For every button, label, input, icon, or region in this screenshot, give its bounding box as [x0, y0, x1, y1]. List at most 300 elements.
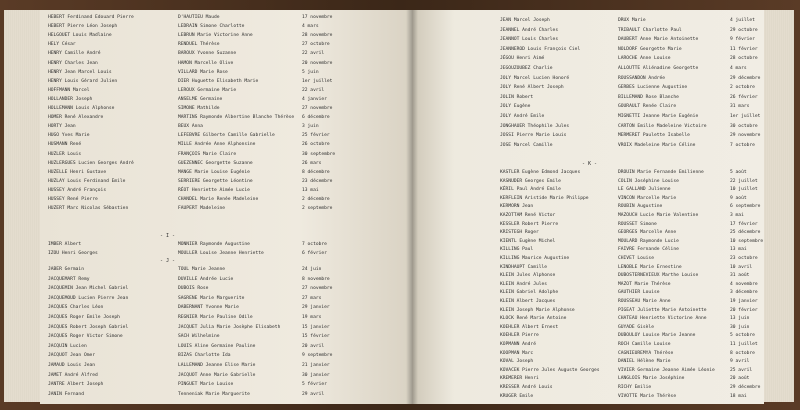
- register-entry: [40, 114, 412, 121]
- bride-name: TOUL Marie Jeanne: [178, 267, 226, 272]
- marriage-date: 20 février: [730, 307, 758, 313]
- marriage-date: 27 novembre: [302, 106, 333, 111]
- bride-name: LALLEMAND Jeanne Elise Marie: [178, 363, 256, 368]
- book-gutter: [406, 10, 418, 404]
- register-entry: [412, 17, 764, 24]
- register-entry: [40, 250, 412, 257]
- marriage-date: 28 novembre: [302, 33, 333, 39]
- register-entry: [40, 381, 412, 388]
- bride-name: CAGNIEUREMYA Thérèse: [618, 350, 674, 356]
- marriage-date: 11 février: [730, 46, 758, 52]
- register-entry: [412, 203, 764, 210]
- register-entry: [40, 266, 412, 273]
- marriage-date: 18 mai: [730, 393, 747, 399]
- register-entry: [40, 324, 412, 331]
- groom-name: JAMAUD Louis Jean: [48, 363, 96, 368]
- register-entry: [412, 178, 764, 185]
- register-entry: [412, 341, 764, 348]
- bride-name: ROUSSET Simone: [618, 221, 657, 227]
- groom-name: KRUGER Emile: [500, 393, 534, 399]
- marriage-date: 9 avril: [730, 359, 750, 365]
- bride-name: VILLARD Marie Rose: [178, 69, 228, 75]
- groom-name: JÉGOU Henri Aimé: [500, 56, 545, 62]
- groom-name: HUZELLE Henri Gustave: [48, 169, 107, 175]
- groom-name: KINDHAUPT Camille: [500, 264, 548, 270]
- register-entry: [40, 276, 412, 283]
- groom-name: JEANNEROD Louis François Ciel: [500, 46, 581, 52]
- marriage-date: 5 août: [730, 170, 747, 175]
- marriage-date: 29 janvier: [302, 305, 330, 311]
- groom-name: HOMER René Alexandre: [48, 115, 104, 121]
- bride-name: GERBES Lucienne Augustine: [618, 85, 688, 91]
- register-entry: [40, 295, 412, 302]
- bride-name: LEFEBVRE Gilberte Camille Gabrielle: [178, 133, 275, 139]
- marriage-date: 7 octobre: [730, 142, 755, 148]
- marriage-date: 29 avril: [302, 391, 325, 397]
- groom-name: JOLY André Emile: [500, 114, 545, 119]
- register-entry: [412, 195, 764, 202]
- register-entry: [40, 178, 412, 185]
- bride-name: JACQUET Julia Marie Josèphe Elisabeth: [178, 324, 281, 330]
- bride-name: ANSELME Germaine: [178, 96, 223, 102]
- groom-name: JACQUEMART Remy: [48, 276, 90, 282]
- bride-name: DIER Huguette Elisabeth Marie: [178, 78, 259, 84]
- marriage-date: 13 mai: [302, 187, 319, 193]
- bride-name: VROIX Madeleine Marie Céline: [618, 142, 696, 148]
- marriage-date: 30 septembre: [302, 151, 336, 157]
- groom-name: HOLLEMANN Louis Alphonse: [48, 106, 115, 111]
- groom-name: HELY César: [48, 42, 76, 48]
- bride-name: JACQUOT Anne Marie Gabrielle: [178, 372, 256, 378]
- marriage-date: 19 janvier: [730, 299, 758, 304]
- groom-name: KASTLER Eugène Edmond Jacques: [500, 170, 581, 175]
- groom-name: HENRY Jean Marcel Louis: [48, 69, 112, 75]
- register-entry: [412, 186, 764, 193]
- groom-name: KERMORN Jean: [500, 204, 534, 210]
- marriage-date: 5 octobre: [730, 333, 755, 339]
- bride-name: ROCH Camille Louise: [618, 342, 671, 347]
- register-entry: [412, 84, 764, 91]
- marriage-date: 25 décembre: [730, 230, 761, 236]
- marriage-date: 4 mars: [730, 66, 747, 71]
- marriage-date: 2 octobre: [730, 85, 755, 91]
- groom-name: HUZLER Louis: [48, 151, 82, 157]
- marriage-date: 1er juillet: [302, 78, 333, 84]
- groom-name: JACQUES Charles Léon: [48, 305, 104, 311]
- marriage-date: 4 novembre: [730, 281, 758, 287]
- groom-name: KLEIN Albert Jacques: [500, 299, 556, 304]
- bride-name: TRIBAULT Charlotte Paul: [618, 27, 682, 33]
- page-edges-right: [762, 10, 794, 402]
- marriage-date: 6 février: [302, 251, 327, 257]
- bride-name: LE GALLAND Julienne: [618, 187, 671, 193]
- marriage-date: 23 décembre: [302, 178, 333, 184]
- groom-name: KOVAL Joseph: [500, 359, 534, 365]
- bride-name: MAZOUCH Lucie Marie Valentine: [618, 213, 699, 218]
- register-entry: [40, 105, 412, 112]
- register-entry: [412, 94, 764, 101]
- register-entry: [412, 238, 764, 245]
- bride-name: LAROCHE Anne Louise: [618, 56, 671, 62]
- register-entry: [412, 307, 764, 314]
- register-entry: [40, 132, 412, 139]
- register-entry: [412, 281, 764, 288]
- marriage-date: 15 février: [302, 334, 330, 340]
- bride-name: LEDRAIN Simone Charlotte: [178, 24, 245, 30]
- marriage-date: 6 décembre: [302, 115, 330, 121]
- register-entry: [412, 332, 764, 339]
- marriage-date: 2 décembre: [302, 197, 330, 202]
- bride-name: RICHY Emilie: [618, 385, 652, 390]
- groom-name: HENRY Camille André: [48, 51, 101, 57]
- register-entry: [412, 46, 764, 53]
- bride-name: LANGLOIS Marie Joséphine: [618, 376, 685, 382]
- groom-name: JOSSI Pierre Marie Louis: [500, 133, 567, 139]
- marriage-date: 22 avril: [302, 51, 325, 57]
- page-edges-left: [4, 10, 42, 402]
- bride-name: Tenneniak Marie Marguerite: [178, 391, 250, 397]
- groom-name: JEAN Marcel Joseph: [500, 18, 550, 23]
- groom-name: KOOPMAN Marc: [500, 350, 534, 356]
- bride-name: VIVOTTE Marie Thérèse: [618, 393, 677, 399]
- marriage-date: 27 novembre: [302, 286, 333, 292]
- register-entry: [40, 241, 412, 248]
- bride-name: GOURAULT Renée Claire: [618, 104, 677, 110]
- groom-name: JANIN Fernand: [48, 391, 84, 397]
- bride-name: LEROUX Germaine Marie: [178, 87, 237, 93]
- register-entry: [412, 103, 764, 110]
- register-entry: [40, 391, 412, 398]
- bride-name: PINGUET Marie Louise: [178, 382, 234, 388]
- bride-name: GAUTHIER Louise: [618, 290, 660, 296]
- groom-name: KESSLER Robert Pierre: [500, 221, 559, 227]
- groom-name: KAZOTTAM René Victor: [500, 213, 556, 218]
- register-entry: [412, 375, 764, 382]
- groom-name: KÉRIL Paul André Emile: [500, 187, 561, 193]
- marriage-date: 31 août: [730, 273, 750, 279]
- bride-name: MOULLER Louise Jeanne Henriette: [178, 251, 264, 257]
- register-entry: [40, 96, 412, 103]
- register-entry: [40, 69, 412, 76]
- register-entry: [412, 393, 764, 400]
- register-entry: [40, 60, 412, 67]
- bride-name: DUVILLE Andrée Lucie: [178, 276, 234, 282]
- marriage-date: 10 juillet: [730, 187, 758, 193]
- marriage-date: 5 juin: [302, 69, 319, 75]
- bride-name: DROUIN Marie Fernande Emilienne: [618, 170, 704, 175]
- groom-name: HEBERT Pierre Léon Joseph: [48, 24, 118, 30]
- marriage-date: 2 septembre: [302, 206, 333, 212]
- marriage-date: 1er juillet: [730, 114, 761, 119]
- letter-separator-j: - J -: [160, 258, 176, 264]
- bride-name: DUBOULOY Louise Marie Jeanne: [618, 333, 696, 339]
- marriage-date: 29 décembre: [730, 385, 761, 390]
- groom-name: HUZLAY Louis Ferdinand Emile: [48, 178, 126, 184]
- groom-name: KOEHLER Albert Ernest: [500, 324, 559, 330]
- register-entry: [412, 65, 764, 72]
- groom-name: KREMERER Henri: [500, 376, 539, 382]
- bride-name: MONNIER Raymonde Augustine: [178, 242, 250, 247]
- bride-name: DUBOIS Rose: [178, 286, 209, 292]
- register-entry: [412, 142, 764, 149]
- marriage-date: 9 septembre: [302, 353, 333, 359]
- register-entry: [412, 272, 764, 279]
- register-entry: [412, 27, 764, 34]
- register-entry: [412, 36, 764, 43]
- bride-name: SAGRENE Marie Marguerite: [178, 295, 245, 301]
- groom-name: JACQUES Roger Victor Simone: [48, 334, 123, 340]
- groom-name: HUZERT Marc Nicolas Sébastien: [48, 206, 129, 212]
- marriage-date: 22 juillet: [730, 178, 758, 184]
- groom-name: JOLIN Robert: [500, 94, 534, 100]
- bride-name: BIZAS Charlotte Ida: [178, 353, 231, 359]
- marriage-date: 27 mars: [302, 295, 322, 301]
- bride-name: D'HAUTIEU Maude: [178, 15, 220, 20]
- register-entry: [40, 14, 412, 21]
- groom-name: KOEHLER Pierre: [500, 333, 539, 339]
- right-page: [412, 10, 764, 404]
- marriage-date: 11 juillet: [730, 342, 758, 347]
- bride-name: FAIVRE Fernande Céline: [618, 247, 679, 253]
- marriage-date: 9 août: [730, 195, 747, 201]
- register-entry: [412, 289, 764, 296]
- bride-name: ALLOUTTE Aliénadine Georgette: [618, 66, 699, 71]
- bride-name: GUYADE Gisèle: [618, 324, 654, 330]
- marriage-date: 20 novembre: [302, 60, 333, 66]
- groom-name: KIENTL Eugène Michel: [500, 238, 556, 244]
- register-entry: [412, 264, 764, 271]
- bride-name: DUBOSTERNEVIEUX Marthe Louise: [618, 273, 699, 279]
- marriage-date: 8 octobre: [730, 350, 755, 356]
- bride-name: CHIVET Louise: [618, 256, 654, 261]
- groom-name: JOSE Marcel Camille: [500, 142, 553, 148]
- groom-name: KLEIN Gabriel Adolphe: [500, 290, 559, 296]
- bride-name: GUEZENNEC Georgette Suzanne: [178, 160, 253, 166]
- bride-name: PIGEAT Juliette Marie Antoinette: [618, 307, 707, 313]
- register-entry: [40, 205, 412, 212]
- register-entry: [40, 333, 412, 340]
- marriage-date: 3 juin: [302, 124, 319, 130]
- groom-name: KRISTEGH Roger: [500, 230, 539, 236]
- marriage-date: 20 avril: [302, 343, 325, 349]
- marriage-date: 3 décembre: [730, 290, 758, 296]
- groom-name: JACQUES Robert Joseph Gabriel: [48, 324, 129, 330]
- marriage-date: 4 juillet: [730, 18, 755, 23]
- bride-name: CHATEAU Henriette Victorine Anne: [618, 316, 707, 322]
- register-entry: [412, 358, 764, 365]
- register-entry: [412, 221, 764, 228]
- groom-name: JABER Germain: [48, 267, 84, 272]
- groom-name: KLEIN Joseph Marie Alphonse: [500, 307, 575, 313]
- bride-name: MANGE Marie Louise Eugénie: [178, 169, 250, 175]
- groom-name: JAMET André Alfred: [48, 372, 98, 378]
- register-entry: [412, 350, 764, 357]
- groom-name: HUZLERGUES Lucien Georges André: [48, 160, 134, 166]
- groom-name: HUSMANN René: [48, 142, 82, 148]
- bride-name: SERRIERE Georgette Léontine: [178, 178, 253, 184]
- register-entry: [412, 246, 764, 253]
- register-entry: [412, 113, 764, 120]
- groom-name: JEGOUZOUBEZ Charlie: [500, 66, 553, 71]
- marriage-date: 6 septembre: [730, 204, 761, 210]
- marriage-date: 26 mars: [302, 160, 322, 166]
- groom-name: JOLY Marcel Lucien Honoré: [500, 75, 570, 81]
- register-entry: [412, 169, 764, 176]
- register-entry: [40, 362, 412, 369]
- groom-name: JACQUEMIN Jean Michel Gabriel: [48, 286, 129, 292]
- register-entry: [40, 187, 412, 194]
- bride-name: DANIEL Hélène Marie: [618, 359, 671, 365]
- groom-name: HELGOUET Louis Madlaine: [48, 33, 112, 39]
- register-entry: [412, 123, 764, 130]
- register-entry: [40, 285, 412, 292]
- groom-name: JACQUES Roger Emile Joseph: [48, 315, 120, 320]
- register-entry: [40, 151, 412, 158]
- groom-name: HUSSEY André François: [48, 187, 107, 193]
- marriage-date: 27 octobre: [302, 42, 330, 48]
- marriage-date: 25 avril: [730, 367, 753, 373]
- groom-name: KILLING Paul: [500, 247, 534, 253]
- bride-name: HAMON Marcelle Olive: [178, 60, 234, 66]
- marriage-date: 31 mars: [730, 104, 750, 110]
- bride-name: CHANDEL Marie Renée Madeleine: [178, 197, 259, 202]
- register-entry: [40, 196, 412, 203]
- bride-name: FRANÇOIS Marie Claire: [178, 151, 237, 157]
- bride-name: CARTON Emilie Madeleine Victoire: [618, 123, 707, 129]
- register-entry: [412, 55, 764, 62]
- register-entry: [40, 343, 412, 350]
- groom-name: HENRY Louis Gérard Julien: [48, 78, 118, 84]
- bride-name: MAZOT Marie Thérèse: [618, 281, 671, 287]
- marriage-date: 21 janvier: [302, 363, 330, 368]
- groom-name: JEANNOT Louis Charles: [500, 37, 559, 43]
- marriage-date: 26 octobre: [302, 142, 330, 148]
- bride-name: NOLDORF Georgette Marie: [618, 46, 682, 52]
- marriage-date: 24 juin: [302, 267, 322, 272]
- bride-name: ROUSSANDON Andrée: [618, 75, 666, 81]
- bride-name: SIMONE Mathilde: [178, 106, 220, 111]
- bride-name: COLIN Joséphine Louise: [618, 178, 679, 184]
- marriage-date: 4 janvier: [302, 96, 327, 102]
- register-entry: [40, 87, 412, 94]
- register-entry: [412, 212, 764, 219]
- register-entry: [412, 255, 764, 262]
- marriage-date: 26 février: [730, 94, 758, 100]
- marriage-date: 15 janvier: [302, 324, 330, 330]
- bride-name: MIGNETTI Jeanne Marie Eugénie: [618, 114, 699, 119]
- register-entry: [40, 32, 412, 39]
- register-entry: [40, 352, 412, 359]
- register-entry: [412, 132, 764, 139]
- groom-name: HUGO Yves Marie: [48, 133, 90, 139]
- groom-name: KLEIN Jules Alphonse: [500, 273, 556, 279]
- bride-name: BILLEMAND Rose Blanche: [618, 94, 679, 100]
- bride-name: VIVIER Germaine Jeanne Aimée Léonie: [618, 367, 715, 373]
- marriage-date: 20 août: [730, 376, 750, 382]
- bride-name: MERMERET Paulette Isabelle: [618, 133, 690, 139]
- marriage-date: 5 février: [302, 382, 327, 388]
- marriage-date: 23 octobre: [730, 256, 758, 261]
- register-entry: [412, 367, 764, 374]
- groom-name: KERFLEIN Aristide Marie Philippe: [500, 195, 589, 201]
- left-page: [40, 10, 412, 404]
- groom-name: JEANNEL André Charles: [500, 27, 559, 33]
- marriage-date: 29 octobre: [730, 27, 758, 33]
- register-entry: [40, 78, 412, 85]
- marriage-date: 4 mars: [302, 24, 319, 30]
- register-entry: [40, 304, 412, 311]
- bride-name: SACH Wilhelmine: [178, 334, 220, 340]
- marriage-date: 29 décembre: [730, 75, 761, 81]
- groom-name: JANTRE Albert Joseph: [48, 382, 104, 388]
- bride-name: DAUBERT Anne Marie Antoinette: [618, 37, 699, 43]
- groom-name: KOPMANN André: [500, 342, 536, 347]
- bride-name: MOULARD Raymonde Lucie: [618, 238, 679, 244]
- marriage-date: 17 novembre: [302, 15, 333, 20]
- marriage-date: 10 septembre: [730, 238, 764, 244]
- groom-name: IZOU Henri Georges: [48, 251, 98, 257]
- bride-name: LENOBLE Marie Ernestine: [618, 264, 682, 270]
- marriage-date: 30 octobre: [730, 123, 758, 129]
- register-entry: [40, 123, 412, 130]
- bride-name: REGNIER Marie Pauline Odile: [178, 315, 253, 320]
- groom-name: HUSSEY René Pierre: [48, 197, 98, 202]
- marriage-date: 8 novembre: [302, 276, 330, 282]
- groom-name: KILLING Maurice Augustine: [500, 256, 570, 261]
- marriage-date: 10 avril: [730, 264, 753, 270]
- bride-name: MARTINS Raymonde Albertine Blanche Thérèse: [178, 115, 295, 121]
- groom-name: HENRY Charles Jean: [48, 60, 98, 66]
- groom-name: HOFFMANN Marcel: [48, 87, 90, 93]
- bride-name: LOUIS Aline Germaine Pauline: [178, 343, 256, 349]
- marriage-date: 19 mars: [302, 315, 322, 320]
- register-entry: [40, 23, 412, 30]
- groom-name: KOVACEK Pierre Jules Auguste Georges: [500, 367, 600, 373]
- groom-name: JACQUEMOUD Lucien Pierre Jean: [48, 295, 129, 301]
- groom-name: IMBER Albert: [48, 242, 82, 247]
- register-entry: [412, 315, 764, 322]
- bride-name: GEORGES Marcelle Anne: [618, 230, 677, 236]
- groom-name: KLOCK René Marie Antoine: [500, 316, 567, 322]
- marriage-date: 22 avril: [302, 87, 325, 93]
- groom-name: JACQUOT Jean Omer: [48, 353, 96, 359]
- groom-name: KLEIN André Jules: [500, 281, 548, 287]
- register-entry: [412, 384, 764, 391]
- groom-name: HOLLANDER Joseph: [48, 96, 93, 102]
- bride-name: ROUSSEAU Marie Anne: [618, 299, 671, 304]
- bride-name: VINCON Marcelle Marie: [618, 195, 677, 201]
- marriage-date: 13 mai: [730, 247, 747, 253]
- bride-name: BEUX Anna: [178, 124, 203, 130]
- register-entry: [40, 50, 412, 57]
- groom-name: JONGHAUER Théophile Jules: [500, 123, 570, 129]
- bride-name: RÉOT Henriette Aimée Lucie: [178, 187, 250, 193]
- bride-name: ROUBIN Augustine: [618, 204, 663, 210]
- register-entry: [40, 141, 412, 148]
- letter-separator-i: - I -: [160, 233, 176, 239]
- letter-separator-k: - K -: [582, 161, 598, 167]
- marriage-date: 7 octobre: [302, 242, 327, 247]
- register-entry: [412, 229, 764, 236]
- register-entry: [412, 324, 764, 331]
- register-entry: [40, 41, 412, 48]
- register-entry: [40, 169, 412, 176]
- bride-name: MILLE Andrée Anne Alphonsine: [178, 142, 256, 148]
- register-entry: [40, 160, 412, 167]
- bride-name: BAROUX Yvonne Suzanne: [178, 51, 237, 57]
- bride-name: DRUX Marie: [618, 18, 646, 23]
- groom-name: HORTY Jean: [48, 124, 76, 130]
